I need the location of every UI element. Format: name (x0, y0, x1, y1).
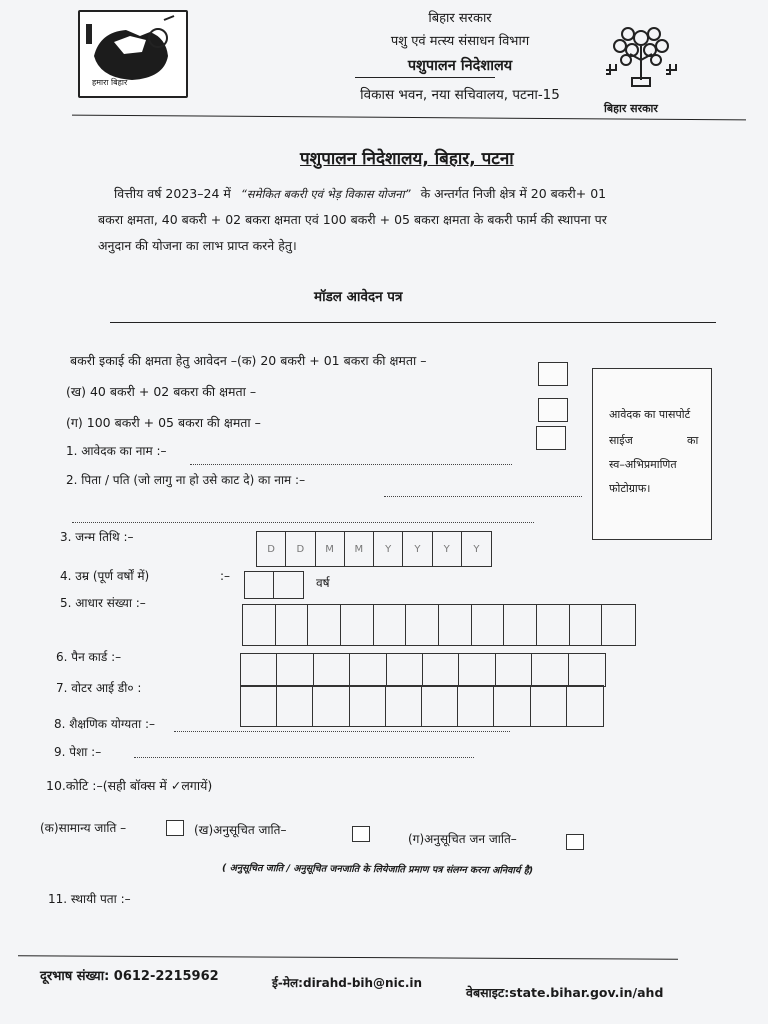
grid-cell[interactable] (531, 686, 567, 726)
age-label: 4. उम्र (पूर्ण वर्षों में) (60, 569, 150, 583)
header-underline (355, 77, 495, 78)
age-grid[interactable] (244, 571, 304, 599)
grid-cell[interactable]: Y (473, 543, 480, 555)
aadhaar-label: 5. आधार संख्या :– (60, 596, 146, 610)
footer-phone: दूरभाष संख्या: 0612-2215962 (40, 969, 219, 984)
grid-cell[interactable]: Y (433, 532, 462, 566)
footer-rule (18, 955, 678, 959)
header-directorate: पशुपालन निदेशालय (407, 58, 513, 74)
grid-cell[interactable] (537, 605, 570, 645)
education-label: 8. शैक्षणिक योग्यता :– (54, 717, 156, 731)
photo-text-2b: का (687, 434, 699, 447)
capacity-c-checkbox[interactable] (536, 426, 566, 450)
grid-cell[interactable] (494, 686, 530, 726)
pan-label: 6. पैन कार्ड :– (56, 650, 122, 664)
grid-cell[interactable]: M (316, 532, 345, 566)
grid-cell[interactable] (350, 686, 386, 726)
grid-cell[interactable] (439, 605, 472, 645)
grid-cell[interactable] (602, 605, 635, 645)
dob-label: 3. जन्म तिथि :– (60, 530, 134, 544)
grid-cell[interactable] (406, 605, 439, 645)
grid-cell[interactable] (314, 654, 350, 686)
grid-cell[interactable] (422, 686, 458, 726)
photo-text-2a: साईज (609, 434, 633, 447)
page-title: पशुपालन निदेशालय, बिहार, पटना (300, 149, 514, 169)
intro-line-1 (98, 183, 743, 205)
father-name-field-line2[interactable] (72, 522, 534, 523)
right-logo-caption: बिहार सरकार (604, 102, 658, 115)
intro-line-3: अनुदान की योजना का लाभ प्राप्त करने हेतु। (98, 238, 297, 253)
grid-cell[interactable] (274, 572, 303, 598)
age-separator: :– (220, 569, 231, 583)
photo-text-1: आवेदक का पासपोर्ट (609, 408, 691, 421)
header-address: विकास भवन, नया सचिवालय, पटना-15 (360, 87, 560, 103)
passport-photo-box[interactable] (592, 368, 712, 540)
intro-text-b: के अन्तर्गत निजी क्षेत्र में 20 बकरी+ 01 (420, 186, 607, 201)
age-unit: वर्ष (316, 576, 330, 590)
form-title-rule (110, 322, 716, 323)
category-sc-checkbox[interactable] (352, 826, 370, 842)
grid-cell[interactable] (276, 605, 309, 645)
voter-id-grid[interactable] (240, 685, 604, 727)
footer-website[interactable]: वेबसाइट:state.bihar.gov.in/ahd (466, 985, 664, 1000)
scheme-name: “समेकित बकरी एवं भेड़ विकास योजना” (240, 187, 411, 201)
dob-grid[interactable] (256, 531, 492, 567)
grid-cell[interactable] (532, 654, 568, 686)
grid-cell[interactable] (245, 572, 274, 598)
aadhaar-grid[interactable] (242, 604, 636, 646)
grid-cell[interactable] (459, 654, 495, 686)
education-field[interactable] (174, 731, 510, 732)
capacity-option-c: (ग) 100 बकरी + 05 बकरा की क्षमता – (66, 415, 261, 430)
father-name-field[interactable] (384, 496, 582, 497)
grid-cell[interactable] (567, 686, 603, 726)
grid-cell[interactable]: Y (403, 532, 432, 566)
left-logo-caption: हमारा बिहार (92, 78, 128, 87)
category-sc-label: (ख)अनुसूचित जाति– (194, 823, 287, 837)
grid-cell[interactable]: D (286, 532, 315, 566)
grid-cell[interactable]: D (257, 532, 286, 566)
capacity-b-checkbox[interactable] (538, 398, 568, 422)
intro-text-a: वित्तीय वर्ष 2023–24 में (114, 186, 231, 201)
category-st-checkbox[interactable] (566, 834, 584, 850)
category-general-checkbox[interactable] (166, 820, 184, 836)
permanent-address-label: 11. स्थायी पता :– (48, 892, 131, 906)
applicant-name-field[interactable] (190, 464, 512, 465)
grid-cell[interactable]: M (345, 532, 374, 566)
category-st-label: (ग)अनुसूचित जन जाति– (408, 832, 517, 846)
applicant-name-label: 1. आवेदक का नाम :– (66, 444, 167, 458)
grid-cell[interactable] (241, 654, 277, 686)
profession-label: 9. पेशा :– (54, 745, 102, 759)
grid-cell[interactable] (313, 686, 349, 726)
voter-id-label: 7. वोटर आई डी० : (56, 681, 142, 695)
capacity-option-a: बकरी इकाई की क्षमता हेतु आवेदन –(क) 20 बकरी + 01 बकरा की क्षमता – (70, 353, 427, 368)
category-note: ( अनुसूचित जाति / अनुसूचित जनजाति के लियेजाति प्रमाण पत्र संलग्न करना अनिवार्य है) (221, 862, 534, 877)
grid-cell[interactable]: Y (374, 532, 403, 566)
grid-cell[interactable] (277, 654, 313, 686)
grid-cell[interactable] (504, 605, 537, 645)
grid-cell[interactable] (243, 605, 276, 645)
grid-cell[interactable] (569, 654, 605, 686)
grid-cell[interactable] (277, 686, 313, 726)
father-name-label: 2. पिता / पति (जो लागु ना हो उसे काट दे) का नाम :– (66, 473, 306, 487)
category-general-label: (क)सामान्य जाति – (40, 821, 127, 835)
grid-cell[interactable] (386, 686, 422, 726)
profession-field[interactable] (134, 757, 474, 758)
footer-email[interactable]: ई-मेल:dirahd-bih@nic.in (272, 976, 423, 990)
category-label: 10.कोटि :–(सही बॉक्स में ✓लगायें) (46, 778, 213, 793)
grid-cell[interactable] (374, 605, 407, 645)
photo-text-4: फोटोग्राफ। (609, 482, 651, 495)
header-govt: बिहार सरकार (428, 11, 492, 26)
grid-cell[interactable] (387, 654, 423, 686)
grid-cell[interactable] (241, 686, 277, 726)
grid-cell[interactable] (496, 654, 532, 686)
capacity-option-b: (ख) 40 बकरी + 02 बकरा की क्षमता – (66, 384, 257, 399)
header-department: पशु एवं मत्स्य संसाधन विभाग (390, 34, 530, 49)
photo-text-3: स्व–अभिप्रमाणित (609, 458, 677, 471)
grid-cell[interactable] (458, 686, 494, 726)
grid-cell[interactable] (570, 605, 603, 645)
grid-cell[interactable] (472, 605, 505, 645)
grid-cell[interactable] (350, 654, 386, 686)
grid-cell[interactable] (341, 605, 374, 645)
pan-grid[interactable] (240, 653, 606, 687)
form-title: मॉडल आवेदन पत्र (314, 289, 403, 305)
grid-cell[interactable] (423, 654, 459, 686)
intro-line-2: बकरा क्षमता, 40 बकरी + 02 बकरा क्षमता एवं 100 बकरी + 05 बकरा क्षमता के बकरी फार्म की स्थापना पर (98, 212, 607, 227)
capacity-a-checkbox[interactable] (538, 362, 568, 386)
grid-cell[interactable] (308, 605, 341, 645)
